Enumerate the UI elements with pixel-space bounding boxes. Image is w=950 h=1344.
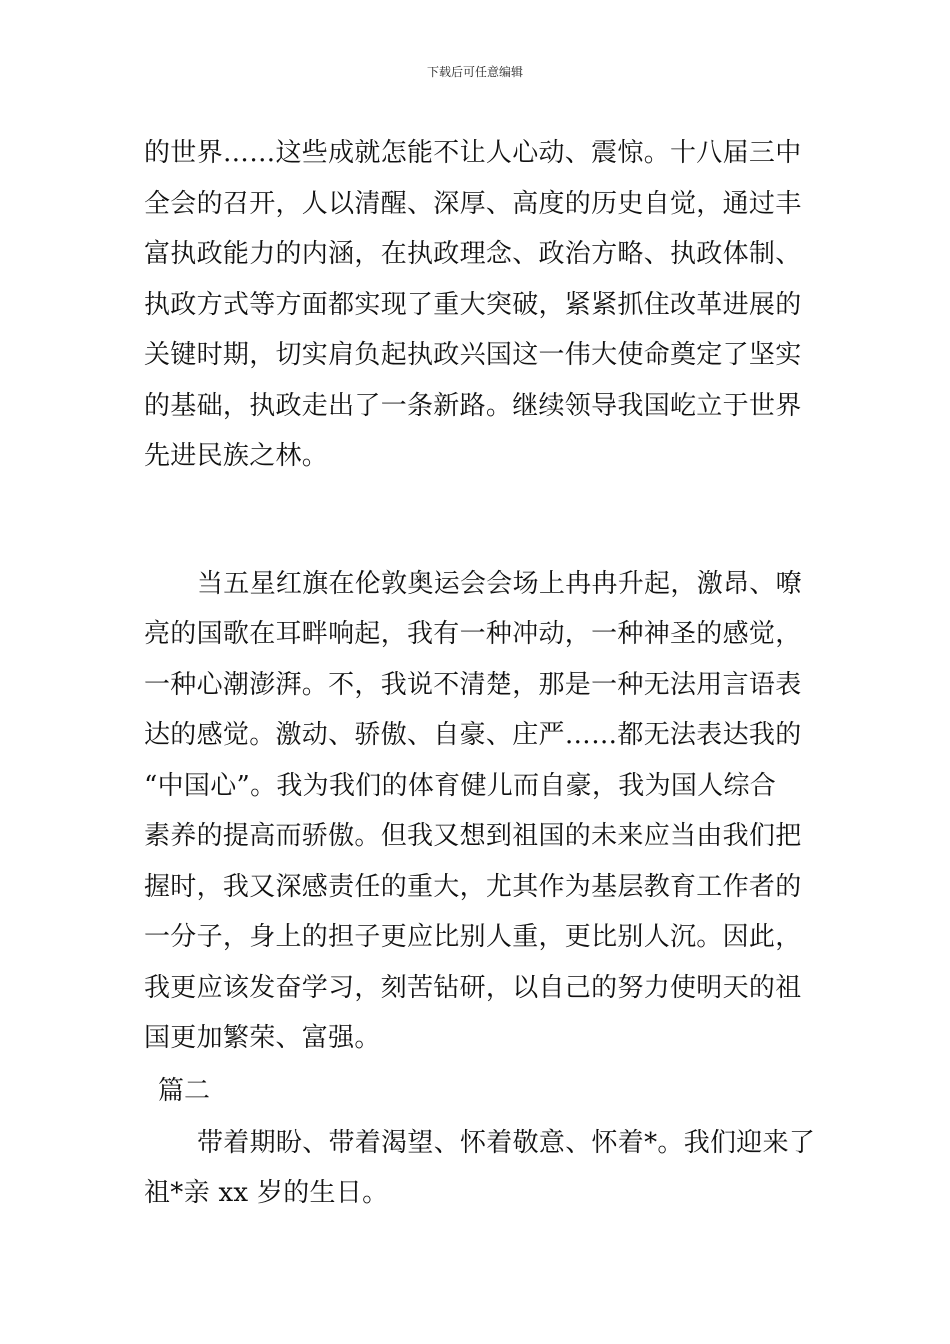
paragraph-spacer <box>144 482 810 559</box>
text-line: 一分子，身上的担子更应比别人重，更比别人沉。因此， <box>144 922 802 952</box>
text-line: 握时，我又深感责任的重大，尤其作为基层教育工作者的 <box>144 871 802 902</box>
paragraph-1 <box>144 128 810 482</box>
text-line: 达的感觉。激动、骄傲、自豪、庄严……都无法表达我的 <box>144 720 802 750</box>
text-line: 关键时期，切实肩负起执政兴国这一伟大使命奠定了坚实 <box>144 340 802 370</box>
text-line: 富执政能力的内涵，在执政理念、政治方略、执政体制、 <box>144 239 802 269</box>
text-line: 的基础，执政走出了一条新路。继续领导我国屹立于世界 <box>144 390 802 421</box>
text-line: 我更应该发奋学习，刻苦钻研，以自己的努力使明天的祖 <box>144 972 802 1003</box>
text-line: 执政方式等方面都实现了重大突破，紧紧抓住改革进展的 <box>144 289 802 320</box>
text-line: “中国心”。我为我们的体育健儿而自豪，我为国人综合 <box>144 770 777 801</box>
text-line: 的世界……这些成就怎能不让人心动、震惊。十八届三中 <box>144 138 802 168</box>
text-line: 当五星红旗在伦敦奥运会会场上冉冉升起，激昂、嘹 <box>197 568 802 599</box>
text-line: 素养的提高而骄傲。但我又想到祖国的未来应当由我们把 <box>144 821 802 851</box>
text-line: 祖*亲 xx 岁的生日。 <box>144 1178 389 1208</box>
paragraph-3 <box>144 1118 816 1219</box>
text-line: 带着期盼、带着渴望、怀着敬意、怀着*。我们迎来了 <box>197 1127 816 1158</box>
text-line: 全会的召开，人以清醒、深厚、高度的历史自觉，通过丰 <box>144 188 802 219</box>
paragraph-2 <box>144 559 810 1064</box>
text-line: 国更加繁荣、富强。 <box>144 1023 381 1053</box>
document-body <box>144 128 816 1219</box>
section-title: 篇二 <box>158 1075 211 1106</box>
page-header-note: 下载后可任意编辑 <box>426 65 523 79</box>
text-line: 先进民族之林。 <box>144 441 329 471</box>
text-line: 亮的国歌在耳畔响起，我有一种冲动，一种神圣的感觉， <box>144 619 802 649</box>
text-line: 一种心潮澎湃。不，我说不清楚，那是一种无法用言语表 <box>144 669 802 700</box>
